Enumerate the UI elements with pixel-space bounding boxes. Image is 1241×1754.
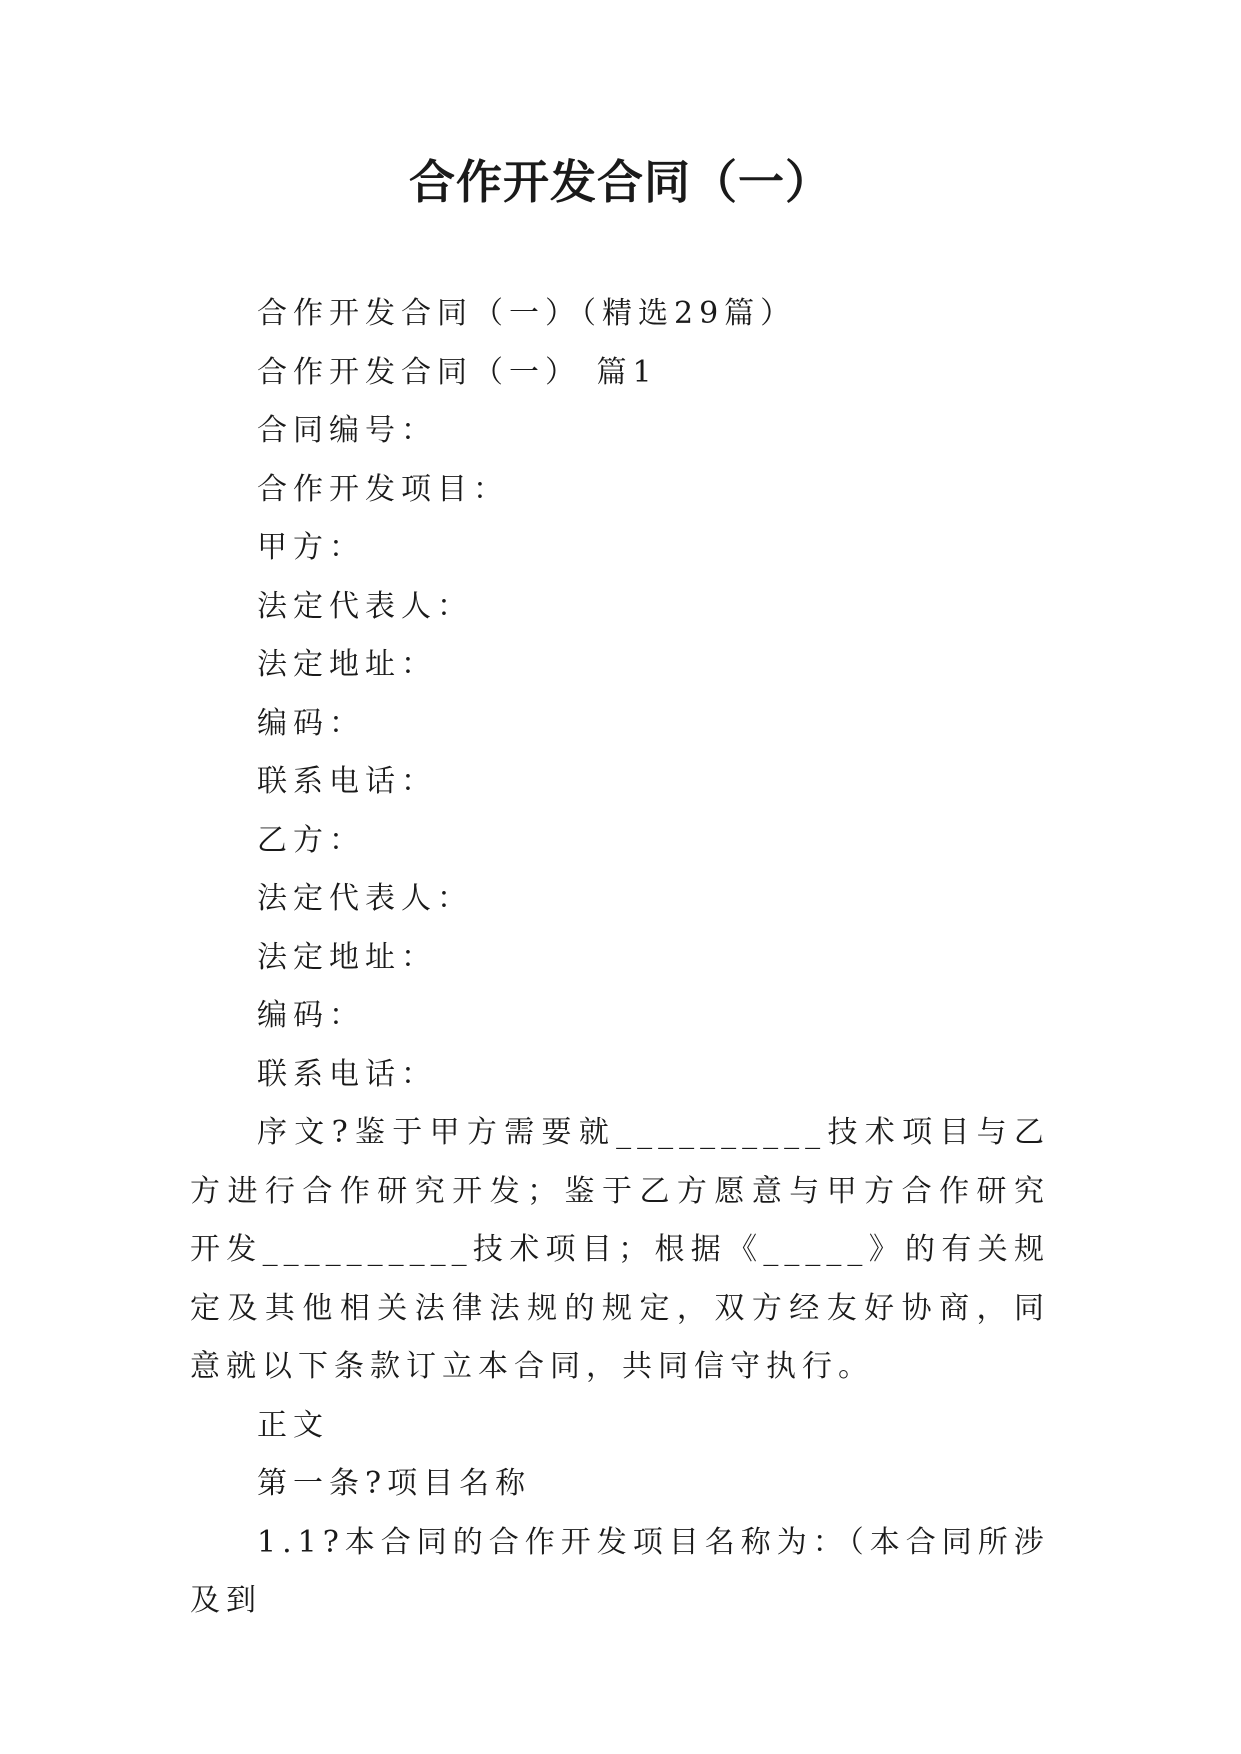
field-party-b: 乙方： <box>257 822 365 858</box>
paragraph-main-text-heading: 正文 <box>257 1407 329 1443</box>
field-party-a-phone: 联系电话： <box>257 764 437 799</box>
field-party-b-representative: 法定代表人： <box>257 881 473 916</box>
field-party-b-address: 法定地址： <box>257 939 437 975</box>
paragraph-article-1-1: 1.1?本合同的合作开发项目名称为：（本合同所涉及到 <box>190 1524 1050 1618</box>
field-contract-number: 合同编号： <box>257 413 437 448</box>
document-title: 合作开发合同（一） <box>409 155 832 209</box>
field-party-a-address: 法定地址： <box>257 647 437 682</box>
field-party-b-phone: 联系电话： <box>257 1056 437 1092</box>
paragraph-section-heading: 合作开发合同（一） 篇1 <box>257 354 658 390</box>
field-party-a: 甲方： <box>257 530 365 565</box>
field-project: 合作开发项目： <box>257 471 509 507</box>
field-party-a-code: 编码： <box>257 705 365 741</box>
paragraph-article-1-heading: 第一条?项目名称 <box>257 1466 532 1501</box>
field-party-a-representative: 法定代表人： <box>257 588 473 624</box>
paragraph-preamble: 序文?鉴于甲方需要就__________技术项目与乙方进行合作研究开发；鉴于乙方愿意与甲方合作研究开发__________技术项目；根据《_____》的有关规定及其他相关法律法规的规定，双方经友好协商，同意就以下条款订立本合同，共同信守执行。 <box>190 1115 1050 1384</box>
field-party-b-code: 编码： <box>257 998 365 1033</box>
paragraph-subtitle: 合作开发合同（一）（精选29篇） <box>257 296 797 331</box>
document-body <box>190 285 1050 1631</box>
